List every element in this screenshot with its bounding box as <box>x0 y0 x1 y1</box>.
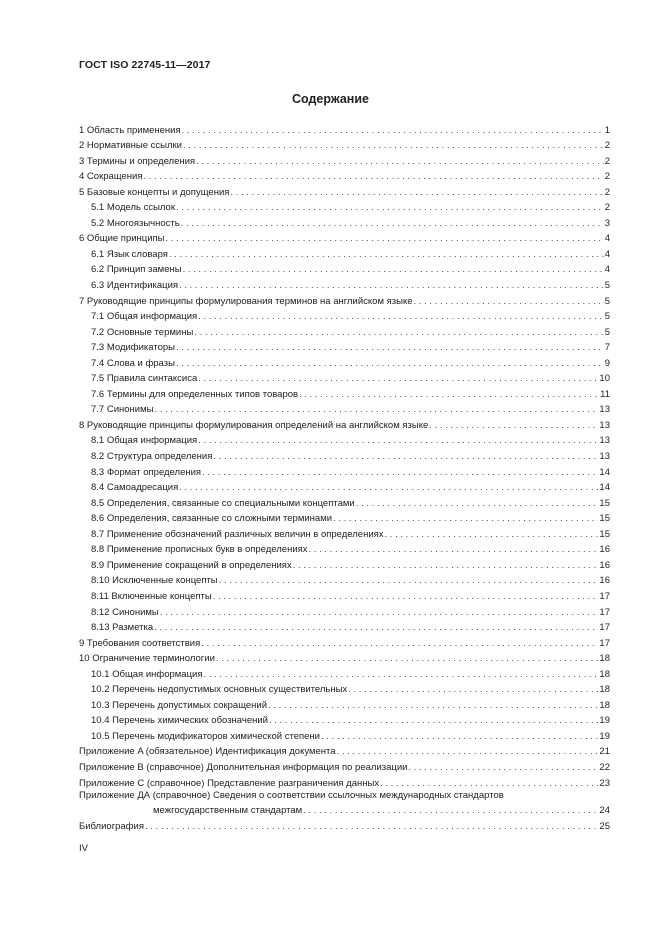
toc-entry[interactable] <box>79 586 610 602</box>
toc-leader-dots <box>356 498 599 509</box>
toc-entry-label: 7.4 Слова и фразы <box>91 357 175 369</box>
toc-entry[interactable] <box>79 773 610 789</box>
toc-leader-dots <box>303 805 598 816</box>
toc-entry-page: 14 <box>599 466 610 478</box>
toc-entry-label: 7.7 Синонимы <box>91 404 154 416</box>
toc-entry-label: 8.8 Применение прописных букв в определениях <box>91 544 308 556</box>
toc-leader-dots <box>380 778 598 789</box>
toc-entry[interactable] <box>79 369 610 385</box>
toc-entry-label: Приложение C (справочное) Представление разграничения данных <box>79 777 380 789</box>
toc-entry-page: 13 <box>599 419 610 431</box>
toc-leader-dots <box>176 358 604 369</box>
toc-leader-dots <box>143 171 603 182</box>
toc-leader-dots <box>333 513 598 524</box>
toc-entry[interactable] <box>79 120 610 136</box>
toc-entry-label: 8.6 Определения, связанные со сложными терминами <box>91 513 333 525</box>
toc-entry-page: 5 <box>604 295 610 307</box>
toc-leader-dots <box>230 187 603 198</box>
toc-entry-page: 19 <box>599 715 610 727</box>
toc-entry-label: 7.1 Общая информация <box>91 311 198 323</box>
toc-entry-label: 8.7 Применение обозначений различных величин в определениях <box>91 528 384 540</box>
toc-entry[interactable] <box>79 229 610 245</box>
toc-entry[interactable] <box>79 726 610 742</box>
toc-entry-label: 8.13 Разметка <box>91 622 154 634</box>
toc-entry-label: 4 Сокращения <box>79 171 143 183</box>
toc-leader-dots <box>429 420 598 431</box>
toc-entry-page: 1 <box>604 124 610 136</box>
toc-entry-label: 10 Ограничение терминологии <box>79 653 215 665</box>
toc-entry-page: 24 <box>599 804 610 816</box>
toc-entry-page: 18 <box>599 684 610 696</box>
toc-entry[interactable] <box>79 415 610 431</box>
toc-entry-label: 8.5 Определения, связанные со специальными концептами <box>91 497 355 509</box>
toc-entry-page: 2 <box>604 202 610 214</box>
toc-entry[interactable] <box>79 571 610 587</box>
toc-entry[interactable] <box>79 602 610 618</box>
toc-leader-dots <box>154 622 598 633</box>
toc-entry-page: 13 <box>599 404 610 416</box>
toc-leader-dots <box>181 218 604 229</box>
toc-entry[interactable] <box>79 695 610 711</box>
toc-entry[interactable] <box>79 353 610 369</box>
toc-entry[interactable] <box>79 757 610 773</box>
toc-entry-page: 16 <box>599 544 610 556</box>
toc-entry-page: 13 <box>599 451 610 463</box>
toc-leader-dots <box>204 669 599 680</box>
toc-entry[interactable] <box>79 555 610 571</box>
toc-entry-page: 4 <box>604 233 610 245</box>
toc-leader-dots <box>182 125 604 136</box>
toc-leader-dots <box>309 544 599 555</box>
toc-entry-page: 10 <box>599 373 610 385</box>
toc-entry-label: 6 Общие принципы <box>79 233 165 245</box>
toc-entry[interactable] <box>79 524 610 540</box>
toc-entry[interactable] <box>79 462 610 478</box>
toc-entry-label: 2 Нормативные ссылки <box>79 140 182 152</box>
toc-leader-dots <box>183 264 604 275</box>
toc-leader-dots <box>213 591 599 602</box>
page-number: IV <box>79 843 88 854</box>
toc-entry[interactable] <box>79 244 610 260</box>
toc-entry-page: 2 <box>604 171 610 183</box>
toc-entry-label: 5 Базовые концепты и допущения <box>79 186 230 198</box>
toc-entry-label: 6.1 Язык словаря <box>91 248 168 260</box>
toc-entry[interactable] <box>79 338 610 354</box>
toc-entry[interactable] <box>79 275 610 291</box>
toc-entry[interactable] <box>79 213 610 229</box>
toc-entry-label: 7.2 Основные термины <box>91 326 194 338</box>
toc-leader-dots <box>198 435 598 446</box>
toc-entry[interactable] <box>79 446 610 462</box>
toc-entry-label: 7 Руководящие принципы формулирования терминов на английском языке <box>79 295 413 307</box>
toc-entry[interactable] <box>79 167 610 183</box>
toc-entry-label: 7.6 Термины для определенных типов товаров <box>91 388 299 400</box>
toc-entry[interactable] <box>79 649 610 665</box>
toc-entry[interactable] <box>79 431 610 447</box>
toc-entry[interactable] <box>79 817 610 833</box>
toc-leader-dots <box>154 404 598 415</box>
toc-entry-label: 7.3 Модификаторы <box>91 342 175 354</box>
toc-entry[interactable] <box>79 618 610 634</box>
toc-leader-dots <box>213 451 598 462</box>
toc-leader-dots <box>201 638 598 649</box>
toc-entry-page: 13 <box>599 435 610 447</box>
toc-entry-page: 2 <box>604 140 610 152</box>
toc-entry[interactable] <box>79 136 610 152</box>
toc-leader-dots <box>385 529 599 540</box>
toc-leader-dots <box>268 700 598 711</box>
toc-entry-page: 5 <box>604 326 610 338</box>
toc-entry-label: 8.12 Синонимы <box>91 606 159 618</box>
toc-entry-label: 10.1 Общая информация <box>91 668 203 680</box>
toc-entry[interactable] <box>79 182 610 198</box>
toc-entry-page: 4 <box>604 264 610 276</box>
toc-entry-page: 16 <box>599 559 610 571</box>
toc-entry-page: 16 <box>599 575 610 587</box>
toc-entry-page: 4 <box>604 248 610 260</box>
toc-entry[interactable] <box>79 307 610 323</box>
table-of-contents <box>79 120 610 832</box>
standard-code: ГОСТ ISO 22745-11—2017 <box>79 59 211 71</box>
toc-entry[interactable] <box>79 789 610 817</box>
toc-leader-dots <box>293 560 599 571</box>
toc-entry-label: 10.3 Перечень допустимых сокращений <box>91 699 268 711</box>
toc-leader-dots <box>414 296 604 307</box>
toc-entry-page: 11 <box>600 388 610 400</box>
toc-leader-dots <box>202 467 598 478</box>
toc-entry-page: 18 <box>599 668 610 680</box>
toc-leader-dots <box>198 373 598 384</box>
toc-entry[interactable] <box>79 322 610 338</box>
toc-entry[interactable] <box>79 742 610 758</box>
toc-entry[interactable] <box>79 509 610 525</box>
toc-entry-page: 2 <box>604 155 610 167</box>
toc-leader-dots <box>179 482 598 493</box>
toc-entry-label: 6.3 Идентификация <box>91 280 179 292</box>
toc-entry-label: 3 Термины и определения <box>79 155 196 167</box>
toc-entry-label: 8.1 Общая информация <box>91 435 198 447</box>
toc-entry-page: 5 <box>604 280 610 292</box>
page-title: Содержание <box>291 92 369 106</box>
toc-entry-label: 8.11 Включенные концепты <box>91 590 212 602</box>
toc-entry-label: 8.4 Самоадресация <box>91 482 179 494</box>
toc-entry-page: 17 <box>599 637 610 649</box>
toc-leader-dots <box>219 575 599 586</box>
toc-leader-dots <box>321 731 598 742</box>
toc-entry-label: 7.5 Правила синтаксиса <box>91 373 198 385</box>
toc-entry-label: 10.2 Перечень недопустимых основных существительных <box>91 684 348 696</box>
toc-entry[interactable] <box>79 680 610 696</box>
toc-entry[interactable] <box>79 478 610 494</box>
toc-leader-dots <box>176 202 604 213</box>
toc-entry-label: 1 Область применения <box>79 124 181 136</box>
toc-entry-label: 9 Требования соответствия <box>79 637 201 649</box>
toc-entry[interactable] <box>79 633 610 649</box>
toc-entry-label: Приложение ДА (справочное) Сведения о соответствии ссылочных международных стандартов <box>79 789 504 801</box>
toc-entry-page: 7 <box>604 342 610 354</box>
toc-entry[interactable] <box>79 260 610 276</box>
toc-entry-label: 8.2 Структура определения <box>91 451 213 463</box>
toc-leader-dots <box>166 233 604 244</box>
toc-entry-page: 2 <box>604 186 610 198</box>
toc-leader-dots <box>169 249 604 260</box>
toc-leader-dots <box>194 327 603 338</box>
toc-leader-dots <box>179 280 604 291</box>
toc-entry-page: 25 <box>599 821 610 833</box>
toc-entry-page: 14 <box>599 482 610 494</box>
toc-leader-dots <box>198 311 604 322</box>
toc-entry-label: 5.1 Модель ссылок <box>91 202 176 214</box>
toc-entry-page: 18 <box>599 653 610 665</box>
toc-entry[interactable] <box>79 540 610 556</box>
toc-entry-label: 5.2 Многоязычность <box>91 217 180 229</box>
toc-leader-dots <box>269 715 598 726</box>
toc-entry-page: 3 <box>604 217 610 229</box>
toc-entry[interactable] <box>79 493 610 509</box>
toc-entry-label: Приложение B (справочное) Дополнительная информация по реализации <box>79 761 408 773</box>
toc-entry-page: 17 <box>599 606 610 618</box>
toc-entry[interactable] <box>79 151 610 167</box>
toc-entry-page: 15 <box>599 528 610 540</box>
toc-leader-dots <box>337 746 599 757</box>
toc-leader-dots <box>176 342 604 353</box>
toc-leader-dots <box>348 684 598 695</box>
toc-entry-label: Приложение A (обязательное) Идентификация документа <box>79 746 336 758</box>
toc-entry-page: 19 <box>599 730 610 742</box>
toc-entry-page: 9 <box>604 357 610 369</box>
toc-entry-page: 17 <box>599 590 610 602</box>
toc-entry[interactable] <box>79 711 610 727</box>
toc-leader-dots <box>183 140 604 151</box>
toc-entry[interactable] <box>79 291 610 307</box>
toc-entry[interactable] <box>79 400 610 416</box>
toc-entry-label: 8 Руководящие принципы формулирования определений на английском языке <box>79 419 429 431</box>
toc-leader-dots <box>299 389 599 400</box>
toc-entry-label: 10.5 Перечень модификаторов химической степени <box>91 730 320 742</box>
toc-entry-label: 10.4 Перечень химических обозначений <box>91 715 268 727</box>
toc-entry[interactable] <box>79 664 610 680</box>
toc-entry[interactable] <box>79 198 610 214</box>
toc-leader-dots <box>408 762 598 773</box>
toc-entry-label: 6.2 Принцип замены <box>91 264 182 276</box>
toc-entry-label-continued: межгосударственным стандартам <box>153 804 303 816</box>
toc-entry-label: Библиография <box>79 821 144 833</box>
toc-entry-page: 22 <box>599 761 610 773</box>
toc-entry[interactable] <box>79 384 610 400</box>
toc-leader-dots <box>196 156 604 167</box>
toc-leader-dots <box>145 821 598 832</box>
toc-entry-page: 5 <box>604 311 610 323</box>
toc-entry-page: 15 <box>599 513 610 525</box>
toc-leader-dots <box>160 607 599 618</box>
toc-entry-page: 23 <box>599 777 610 789</box>
toc-entry-label: 8.10 Исключенные концепты <box>91 575 218 587</box>
toc-entry-page: 18 <box>599 699 610 711</box>
toc-entry-page: 21 <box>599 746 610 758</box>
toc-leader-dots <box>216 653 599 664</box>
toc-entry-page: 17 <box>599 622 610 634</box>
toc-entry-label: 8.9 Применение сокращений в определениях <box>91 559 292 571</box>
toc-entry-page: 15 <box>599 497 610 509</box>
toc-entry-label: 8.3 Формат определения <box>91 466 202 478</box>
